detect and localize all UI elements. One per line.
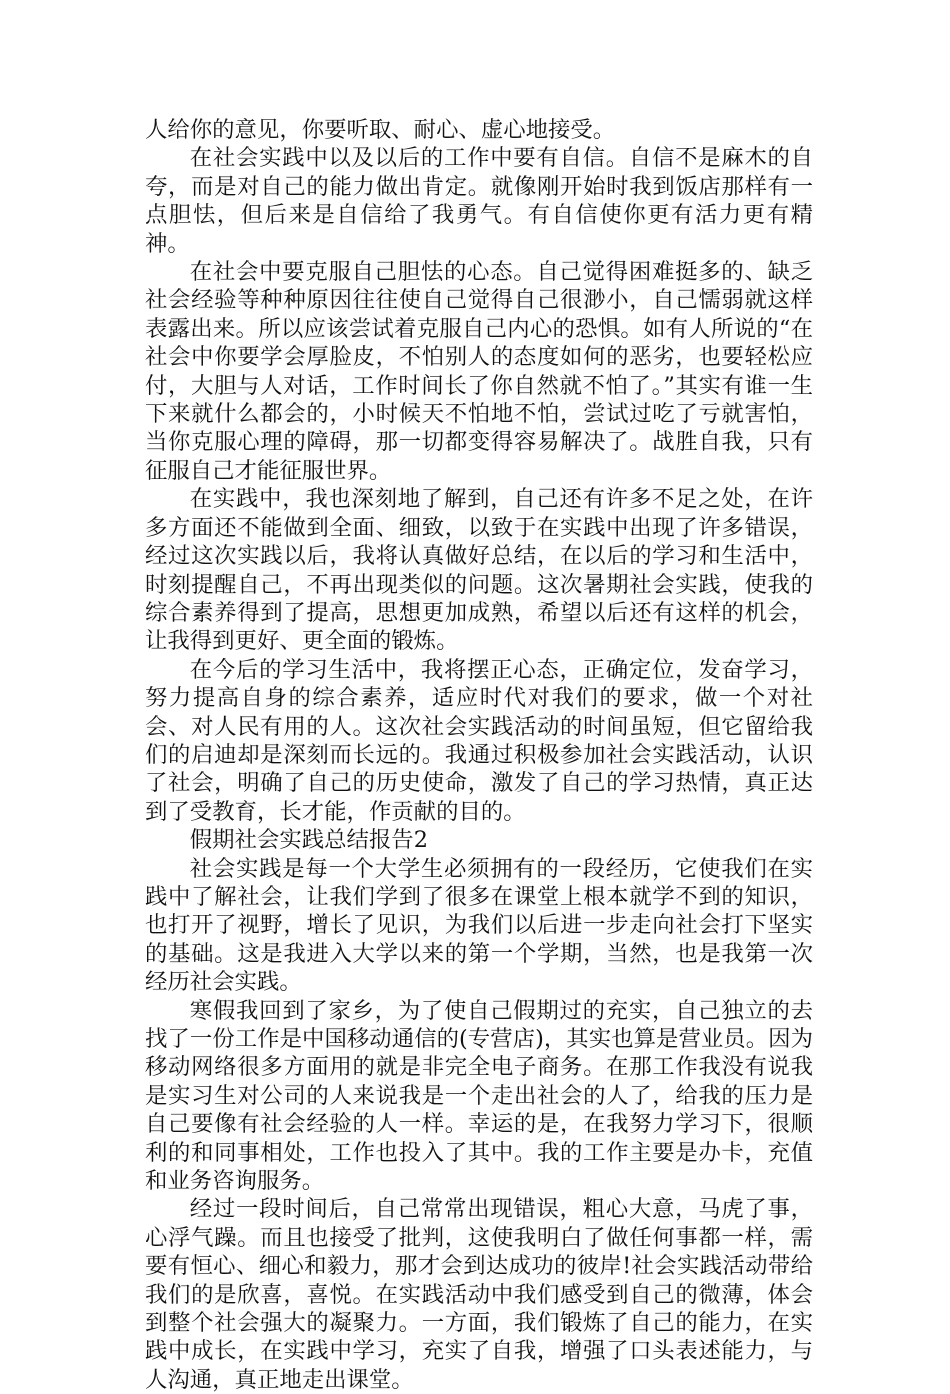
paragraph-winter-job: 寒假我回到了家乡，为了使自己假期过的充实，自己独立的去找了一份工作是中国移动通信的(专营店)，其实也算是营业员。因为移动网络很多方面用的就是非完全电子商务。在那工作我没有说我是实习生对公司的人来说我是一个走出社会的人了，给我的压力是自己要像有社会经验的人一样。幸运的是，在我努力学习下，很顺利的和同事相处，工作也投入了其中。我的工作主要是办卡，充值和业务咨询服务。 bbox=[145, 997, 813, 1195]
paragraph-continuation: 人给你的意见，你要听取、耐心、虚心地接受。 bbox=[145, 117, 616, 143]
paragraph-overcome-timidity: 在社会中要克服自己胆怯的心态。自己觉得困难挺多的、缺乏社会经验等种种原因往往使自己觉得自己很渺小，自己懦弱就这样表露出来。所以应该尝试着克服自己内心的恐惧。如有人所说的“在社会中你要学会厚脸皮，不怕别人的态度如何的恶劣，也要轻松应付，大胆与人对话，工作时间长了你自然就不怕了。”其实有谁一生下来就什么都会的，小时候天不怕地不怕，尝试过吃了亏就害怕，当你克服心理的障碍，那一切都变得容易解决了。战胜自我，只有征服自己才能征服世界。 bbox=[145, 259, 813, 484]
paragraph-social-practice-intro: 社会实践是每一个大学生必须拥有的一段经历，它使我们在实践中了解社会，让我们学到了很多在课堂上根本就学不到的知识，也打开了视野，增长了见识，为我们以后进一步走向社会打下坚实的基础。这是我进入大学以来的第一个学期，当然，也是我第一次经历社会实践。 bbox=[145, 855, 813, 996]
paragraph-self-confidence: 在社会实践中以及以后的工作中要有自信。自信不是麻木的自夸，而是对自己的能力做出肯定。就像刚开始时我到饭店那样有一点胆怯，但后来是自信给了我勇气。有自信使你更有活力更有精神。 bbox=[145, 145, 813, 257]
paragraph-shortcomings: 在实践中，我也深刻地了解到，自己还有许多不足之处，在许多方面还不能做到全面、细致，以致于在实践中出现了许多错误，经过这次实践以后，我将认真做好总结，在以后的学习和生活中，时刻提醒自己，不再出现类似的问题。这次暑期社会实践，使我的综合素养得到了提高，思想更加成熟，希望以后还有这样的机会，让我得到更好、更全面的锻炼。 bbox=[145, 486, 813, 655]
document-body bbox=[145, 116, 813, 1394]
section-title: 假期社会实践总结报告2 bbox=[189, 827, 428, 854]
paragraph-lessons-learned: 经过一段时间后，自己常常出现错误，粗心大意，马虎了事，心浮气躁。而且也接受了批判，这使我明白了做任何事都一样，需要有恒心、细心和毅力，那才会到达成功的彼岸!社会实践活动带给我们的是欣喜，喜悦。在实践活动中我们感受到自己的微薄，体会到整个社会强大的凝聚力。一方面，我们锻炼了自己的能力，在实践中成长，在实践中学习，充实了自我，增强了口头表述能力，与人沟通，真正地走出课堂。 bbox=[145, 1196, 813, 1393]
paragraph-future-study: 在今后的学习生活中，我将摆正心态，正确定位，发奋学习，努力提高自身的综合素养，适应时代对我们的要求，做一个对社会、对人民有用的人。这次社会实践活动的时间虽短，但它留给我们的启迪却是深刻而长远的。我通过积极参加社会实践活动，认识了社会，明确了自己的历史使命，激发了自己的学习热情，真正达到了受教育，长才能，作贡献的目的。 bbox=[145, 656, 813, 825]
